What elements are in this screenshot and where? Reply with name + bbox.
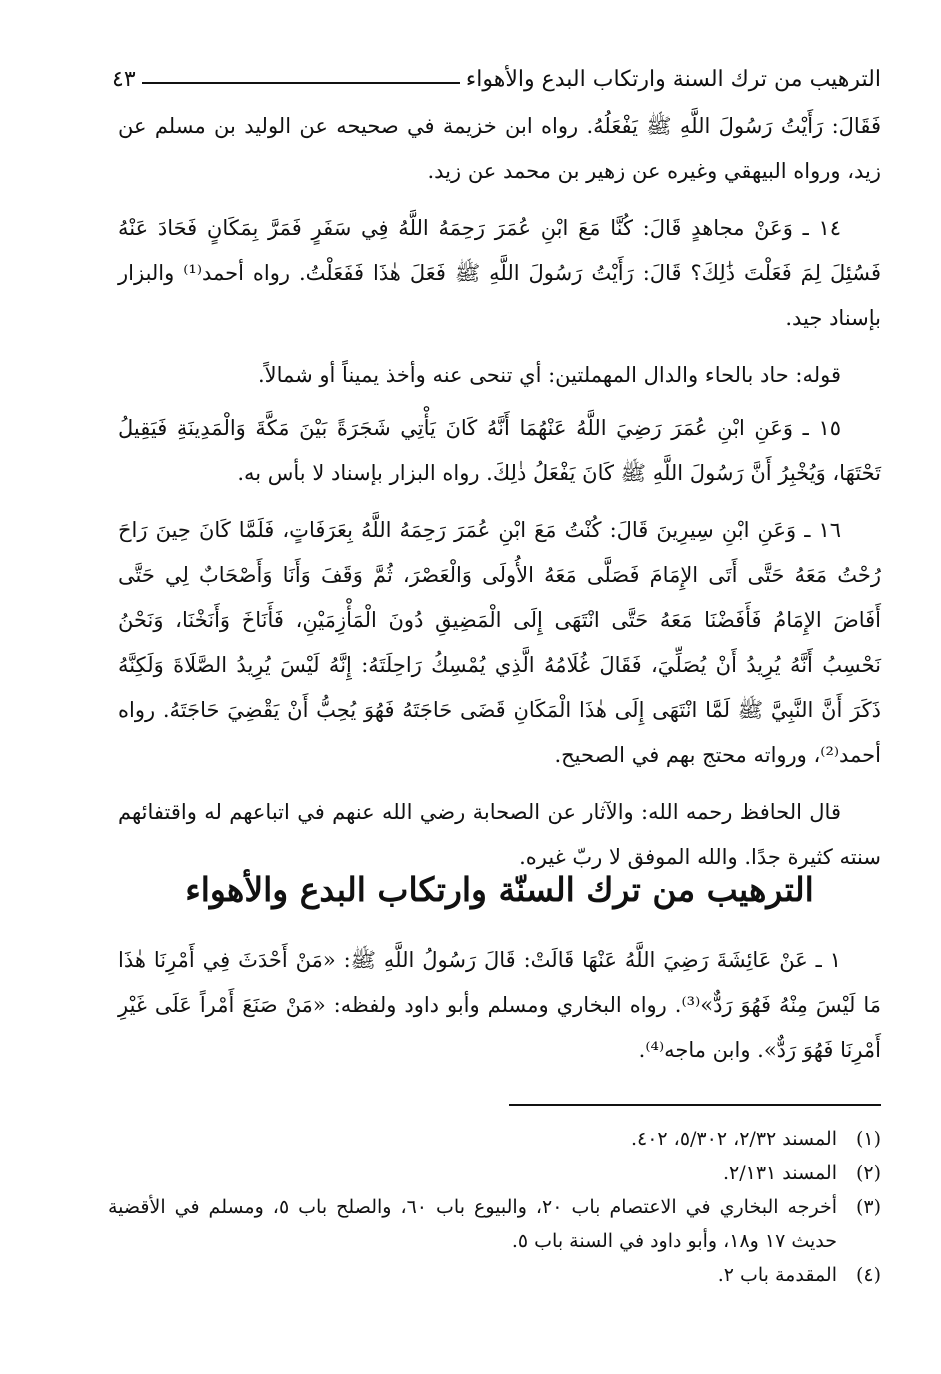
page-header [112, 52, 881, 92]
running-title: الترهيب من ترك السنة وارتكاب البدع والأهواء [465, 67, 881, 92]
header-rule [142, 82, 460, 84]
footnote [108, 1190, 881, 1258]
section-heading: الترهيب من ترك السنّة وارتكاب البدع والأهواء [185, 870, 814, 909]
hadith-14: ١٤ ـ وَعَنْ مجاهدٍ قَالَ: كُنَّا مَعَ ابْنِ عُمَرَ رَحِمَهُ اللَّهُ فِي سَفَرٍ فَمَرَّ بِمَكَانٍ فَحَادَ عَنْهُ فَسُئِلَ لِمَ فَعَلْتَ ذَٰلِكَ؟ قَالَ: رَأَيْتُ رَسُولَ اللَّهِ ﷺ فَعَلَ هٰذَا فَفَعَلْتُ. رواه أحمد⁽¹⁾ والبزار بإسناد جيد. [118, 216, 882, 330]
footnote-number: (٣) [855, 1196, 881, 1218]
footnote-divider [509, 1104, 881, 1106]
footnote-text: أخرجه البخاري في الاعتصام باب ٢٠، والبيوع باب ٦٠، والصلح باب ٥، ومسلم في الأقضية حديث ١٧ و١٨، وأبو داود في السنة باب ٥. [108, 1196, 837, 1252]
hadith-1: ١ ـ عَنْ عَائِشَةَ رَضِيَ اللَّهُ عَنْهَا قَالَتْ: قَالَ رَسُولُ اللَّهِ ﷺ: «مَنْ أَحْدَثَ فِي أَمْرِنَا هٰذَا مَا لَيْسَ مِنْهُ فَهُوَ رَدٌّ»⁽³⁾. رواه البخاري ومسلم وأبو داود ولفظه: «مَنْ صَنَعَ أَمْراً عَلَى غَيْرِ أَمْرِنَا فَهُوَ رَدٌّ». وابن ماجه⁽⁴⁾. [118, 948, 881, 1062]
footnote-number: (٢) [855, 1162, 881, 1184]
hadith-15: ١٥ ـ وَعَنِ ابْنِ عُمَرَ رَضِيَ اللَّهُ عَنْهُمَا أَنَّهُ كَانَ يَأْتِي شَجَرَةً بَيْنَ مَكَّةَ وَالْمَدِينَةِ فَيَقِيلُ تَحْتَهَا، وَيُخْبِرُ أَنَّ رَسُولَ اللَّهِ ﷺ كَانَ يَفْعَلُ ذٰلِكَ. رواه البزار بإسناد لا بأس به. [118, 416, 881, 485]
footnote-text: المسند ٢/٣٢، ٥/٣٠٢، ٤٠٢. [630, 1128, 837, 1150]
commentary-note: قوله: حاد بالحاء والدال المهملتين: أي تنحى عنه وأخذ يميناً أو شمالاً. [257, 363, 841, 387]
footnote-number: (١) [855, 1128, 881, 1150]
footnote-text: المسند ٢/١٣١. [722, 1162, 837, 1184]
footnote [108, 1156, 881, 1190]
footnote [108, 1258, 881, 1292]
footnotes [108, 1122, 881, 1292]
footnote [108, 1122, 881, 1156]
hafiz-remark: قال الحافظ رحمه الله: والآثار عن الصحابة رضي الله عنهم في اتباعهم له واقتفائهم سنته كثيرة جدًا. والله الموفق لا ربّ غيره. [118, 800, 881, 869]
page-number: ٤٣ [112, 67, 136, 92]
section-text [118, 938, 881, 1073]
footnote-number: (٤) [855, 1264, 881, 1286]
main-text [118, 104, 881, 892]
footnote-text: المقدمة باب ٢. [717, 1264, 837, 1286]
hadith-16: ١٦ ـ وَعَنِ ابْنِ سِيرِينَ قَالَ: كُنْتُ مَعَ ابْنِ عُمَرَ رَحِمَهُ اللَّهُ بِعَرَفَاتٍ، فَلَمَّا كَانَ حِينَ رَاحَ رُحْتُ مَعَهُ حَتَّى أَتَى الإِمَامَ فَصَلَّى مَعَهُ الأُولَى وَالْعَصْرَ، ثُمَّ وَقَفَ وَأَنَا وَأَصْحَابٌ لِي حَتَّى أَفَاضَ الإِمَامُ فَأَفَضْنَا مَعَهُ حَتَّى انْتَهَى إِلَى الْمَضِيقِ دُونَ الْمَأْزِمَيْنِ، فَأَنَاخَ وَأَنَخْنَا، وَنَحْنُ نَحْسِبُ أَنَّهُ يُرِيدُ أَنْ يُصَلِّيَ، فَقَالَ غُلَامُهُ الَّذِي يُمْسِكُ رَاحِلَتَهُ: إِنَّهُ لَيْسَ يُرِيدُ الصَّلَاةَ وَلَكِنَّهُ ذَكَرَ أَنَّ النَّبِيَّ ﷺ لَمَّا انْتَهَى إِلَى هٰذَا الْمَكَانِ قَضَى حَاجَتَهُ فَهُوَ يُحِبُّ أَنْ يَقْضِيَ حَاجَتَهُ. رواه أحمد⁽²⁾، ورواته محتج بهم في الصحيح. [118, 518, 881, 767]
paragraph-continuation: فَقَالَ: رَأَيْتُ رَسُولَ اللَّهِ ﷺ يَفْعَلُهُ. رواه ابن خزيمة في صحيحه عن الوليد بن مسلم عن زيد، ورواه البيهقي وغيره عن زهير بن محمد عن زيد. [118, 114, 881, 183]
